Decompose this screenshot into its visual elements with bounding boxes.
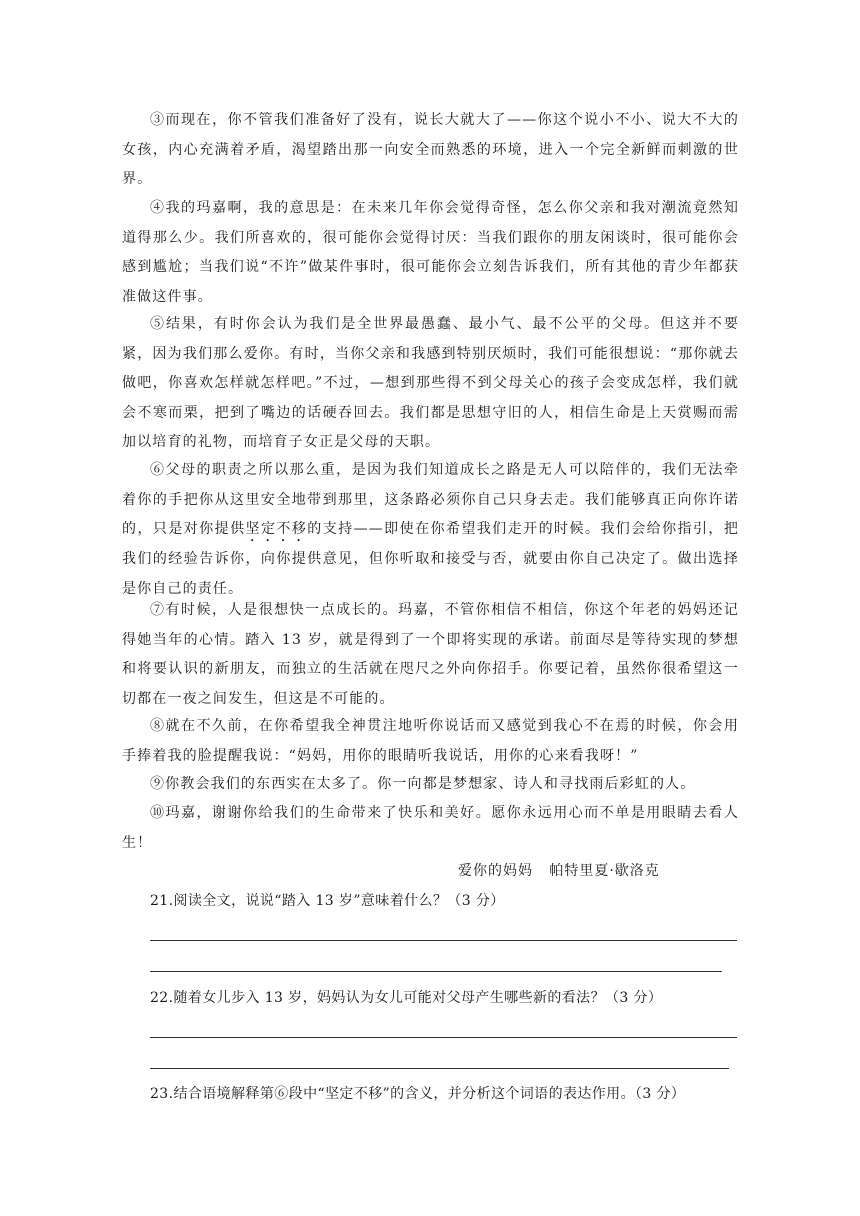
paragraph-8: ⑧就在不久前，在你希望我全神贯注地听你说话而又感觉到我心不在焉的时候，你会用手捧着我的脸提醒我说：“妈妈，用你的眼睛听我说话，用你的心来看我呀！” [122, 718, 739, 764]
question-23: 23.结合语境解释第⑥段中“坚定不移”的含义，并分析这个词语的表达作用。（3 分） [150, 1086, 686, 1102]
signature: 爱你的妈妈 帕特里夏·歇洛克 [458, 863, 660, 879]
paragraph-9: ⑨你教会我们的东西实在太多了。你一向都是梦想家、诗人和寻找雨后彩虹的人。 [150, 776, 696, 792]
emphasized-phrase: 坚定不移 [245, 521, 308, 537]
paragraph-4: ④我的玛嘉啊，我的意思是：在未来几年你会觉得奇怪，怎么你父亲和我对潮流竟然知道得那么少。我们所喜欢的，很可能你会觉得讨厌：当我们跟你的朋友闲谈时，很可能你会感到尴尬；当我们说“不许”做某件事时，很可能你会立刻告诉我们，所有其他的青少年都获准做这件事。 [122, 200, 739, 305]
paragraph-6 [122, 456, 739, 604]
paragraph-6-text-end: 的支持——即使在你希望我们走开的时候。我们会给你指引，把我们的经验告诉你，向你提供意见，但你听取和接受与否，就要由你自己决定了。做出选择是你自己的责任。 [122, 521, 739, 597]
paragraph-6-text-start: ⑥父母的职责之所以那么重，是因为我们知道成长之路是无人可以陪伴的，我们无法牵着你的手把你从这里安全地带到那里，这条路必须你自己只身去走。我们能够真正向你许诺的，只是对你提供 [122, 462, 739, 537]
paragraph-10: ⑩玛嘉，谢谢你给我们的生命带来了快乐和美好。愿你永远用心而不单是用眼睛去看人生！ [122, 805, 739, 851]
question-22: 22.随着女儿步入 13 岁，妈妈认为女儿可能对父母产生哪些新的看法？（3 分） [150, 990, 663, 1006]
answer-line[interactable] [150, 940, 737, 941]
question-21: 21.阅读全文，说说“踏入 13 岁”意味着什么？（3 分） [150, 893, 505, 909]
paragraph-3: ③而现在，你不管我们准备好了没有，说长大就大了——你这个说小不小、说大不大的女孩，内心充满着矛盾，渴望踏出那一向安全而熟悉的环境，进入一个完全新鲜而刺激的世界。 [122, 112, 739, 187]
answer-line[interactable] [150, 971, 722, 972]
paragraph-5: ⑤结果，有时你会认为我们是全世界最愚蠢、最小气、最不公平的父母。但这并不要紧，因为我们那么爱你。有时，当你父亲和我感到特别厌烦时，我们可能很想说：“那你就去做吧，你喜欢怎样就怎样吧。”不过，—想到那些得不到父母关心的孩子会变成怎样，我们就会不寒而栗，把到了嘴边的话硬吞回去。我们都是思想守旧的人，相信生命是上天赏赐而需加以培育的礼物，而培育子女正是父母的天职。 [122, 316, 739, 450]
paragraph-7: ⑦有时候，人是很想快一点成长的。玛嘉，不管你相信不相信，你这个年老的妈妈还记得她当年的心情。踏入 13 岁，就是得到了一个即将实现的承诺。前面尽是等待实现的梦想和将要认识的新朋友，而独立的生活就在咫尺之外向你招手。你要记着，虽然你很希望这一切都在一夜之间发生，但这是不可能的。 [122, 602, 739, 707]
answer-line[interactable] [150, 1068, 729, 1069]
answer-line[interactable] [150, 1037, 737, 1038]
